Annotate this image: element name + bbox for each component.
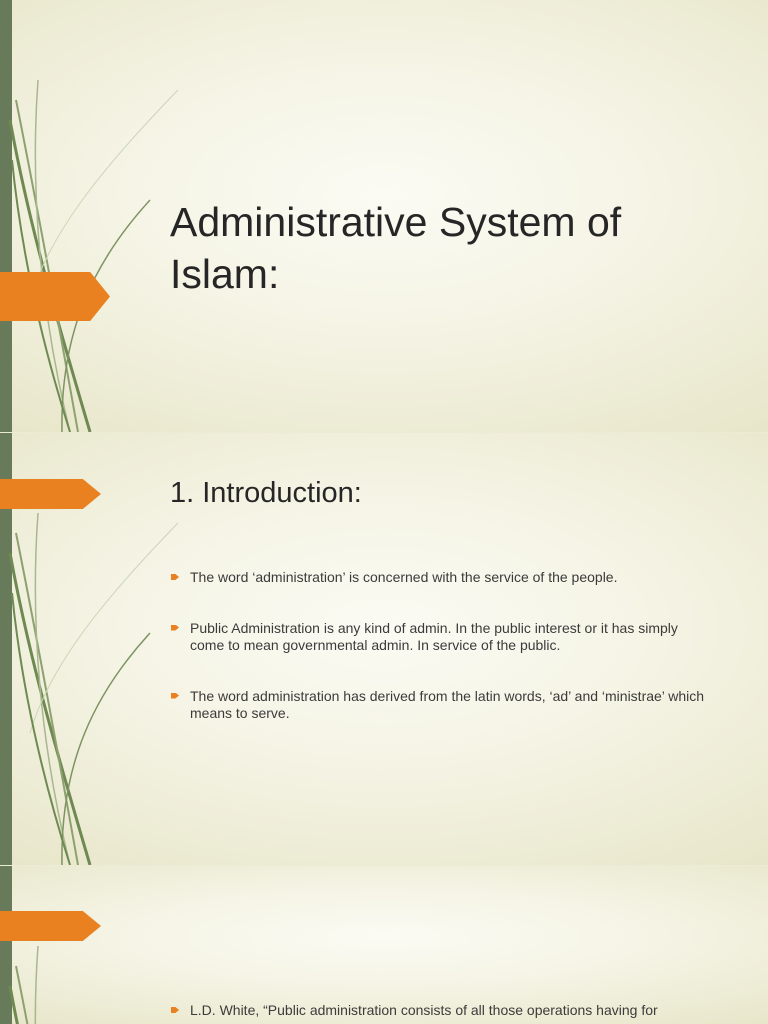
bullet-text: The word ‘administration’ is concerned with the service of the people.: [190, 569, 618, 585]
bullet-list: [170, 1002, 710, 1024]
vine-decoration: [0, 866, 200, 1024]
bullet-item: [170, 569, 710, 587]
bullet-list: [170, 569, 710, 756]
accent-tab: [0, 479, 101, 509]
bullet-item: [170, 620, 710, 655]
bullet-text: The word administration has derived from the latin words, ‘ad’ and ‘ministrae’ which means to serve.: [190, 687, 705, 721]
arrow-bullet-icon: [171, 574, 179, 580]
bullet-text: L.D. White, “Public administration consists of all those operations having for: [190, 1002, 658, 1018]
accent-tab: [0, 272, 110, 321]
bullet-item: [170, 1002, 710, 1020]
arrow-bullet-icon: [171, 1007, 179, 1013]
arrow-bullet-icon: [171, 625, 179, 631]
bullet-item: [170, 688, 710, 723]
slide-2: [0, 433, 768, 865]
slide-3: [0, 866, 768, 1024]
bullet-text: Public Administration is any kind of admin. In the public interest or it has simply come to mean governmental admin. In service of the public.: [190, 619, 678, 653]
slide-title: Administrative System of Islam:: [170, 199, 622, 297]
slide-1: [0, 0, 768, 432]
accent-tab: [0, 911, 101, 941]
arrow-bullet-icon: [171, 693, 179, 699]
slide-heading: 1. Introduction:: [170, 477, 362, 509]
